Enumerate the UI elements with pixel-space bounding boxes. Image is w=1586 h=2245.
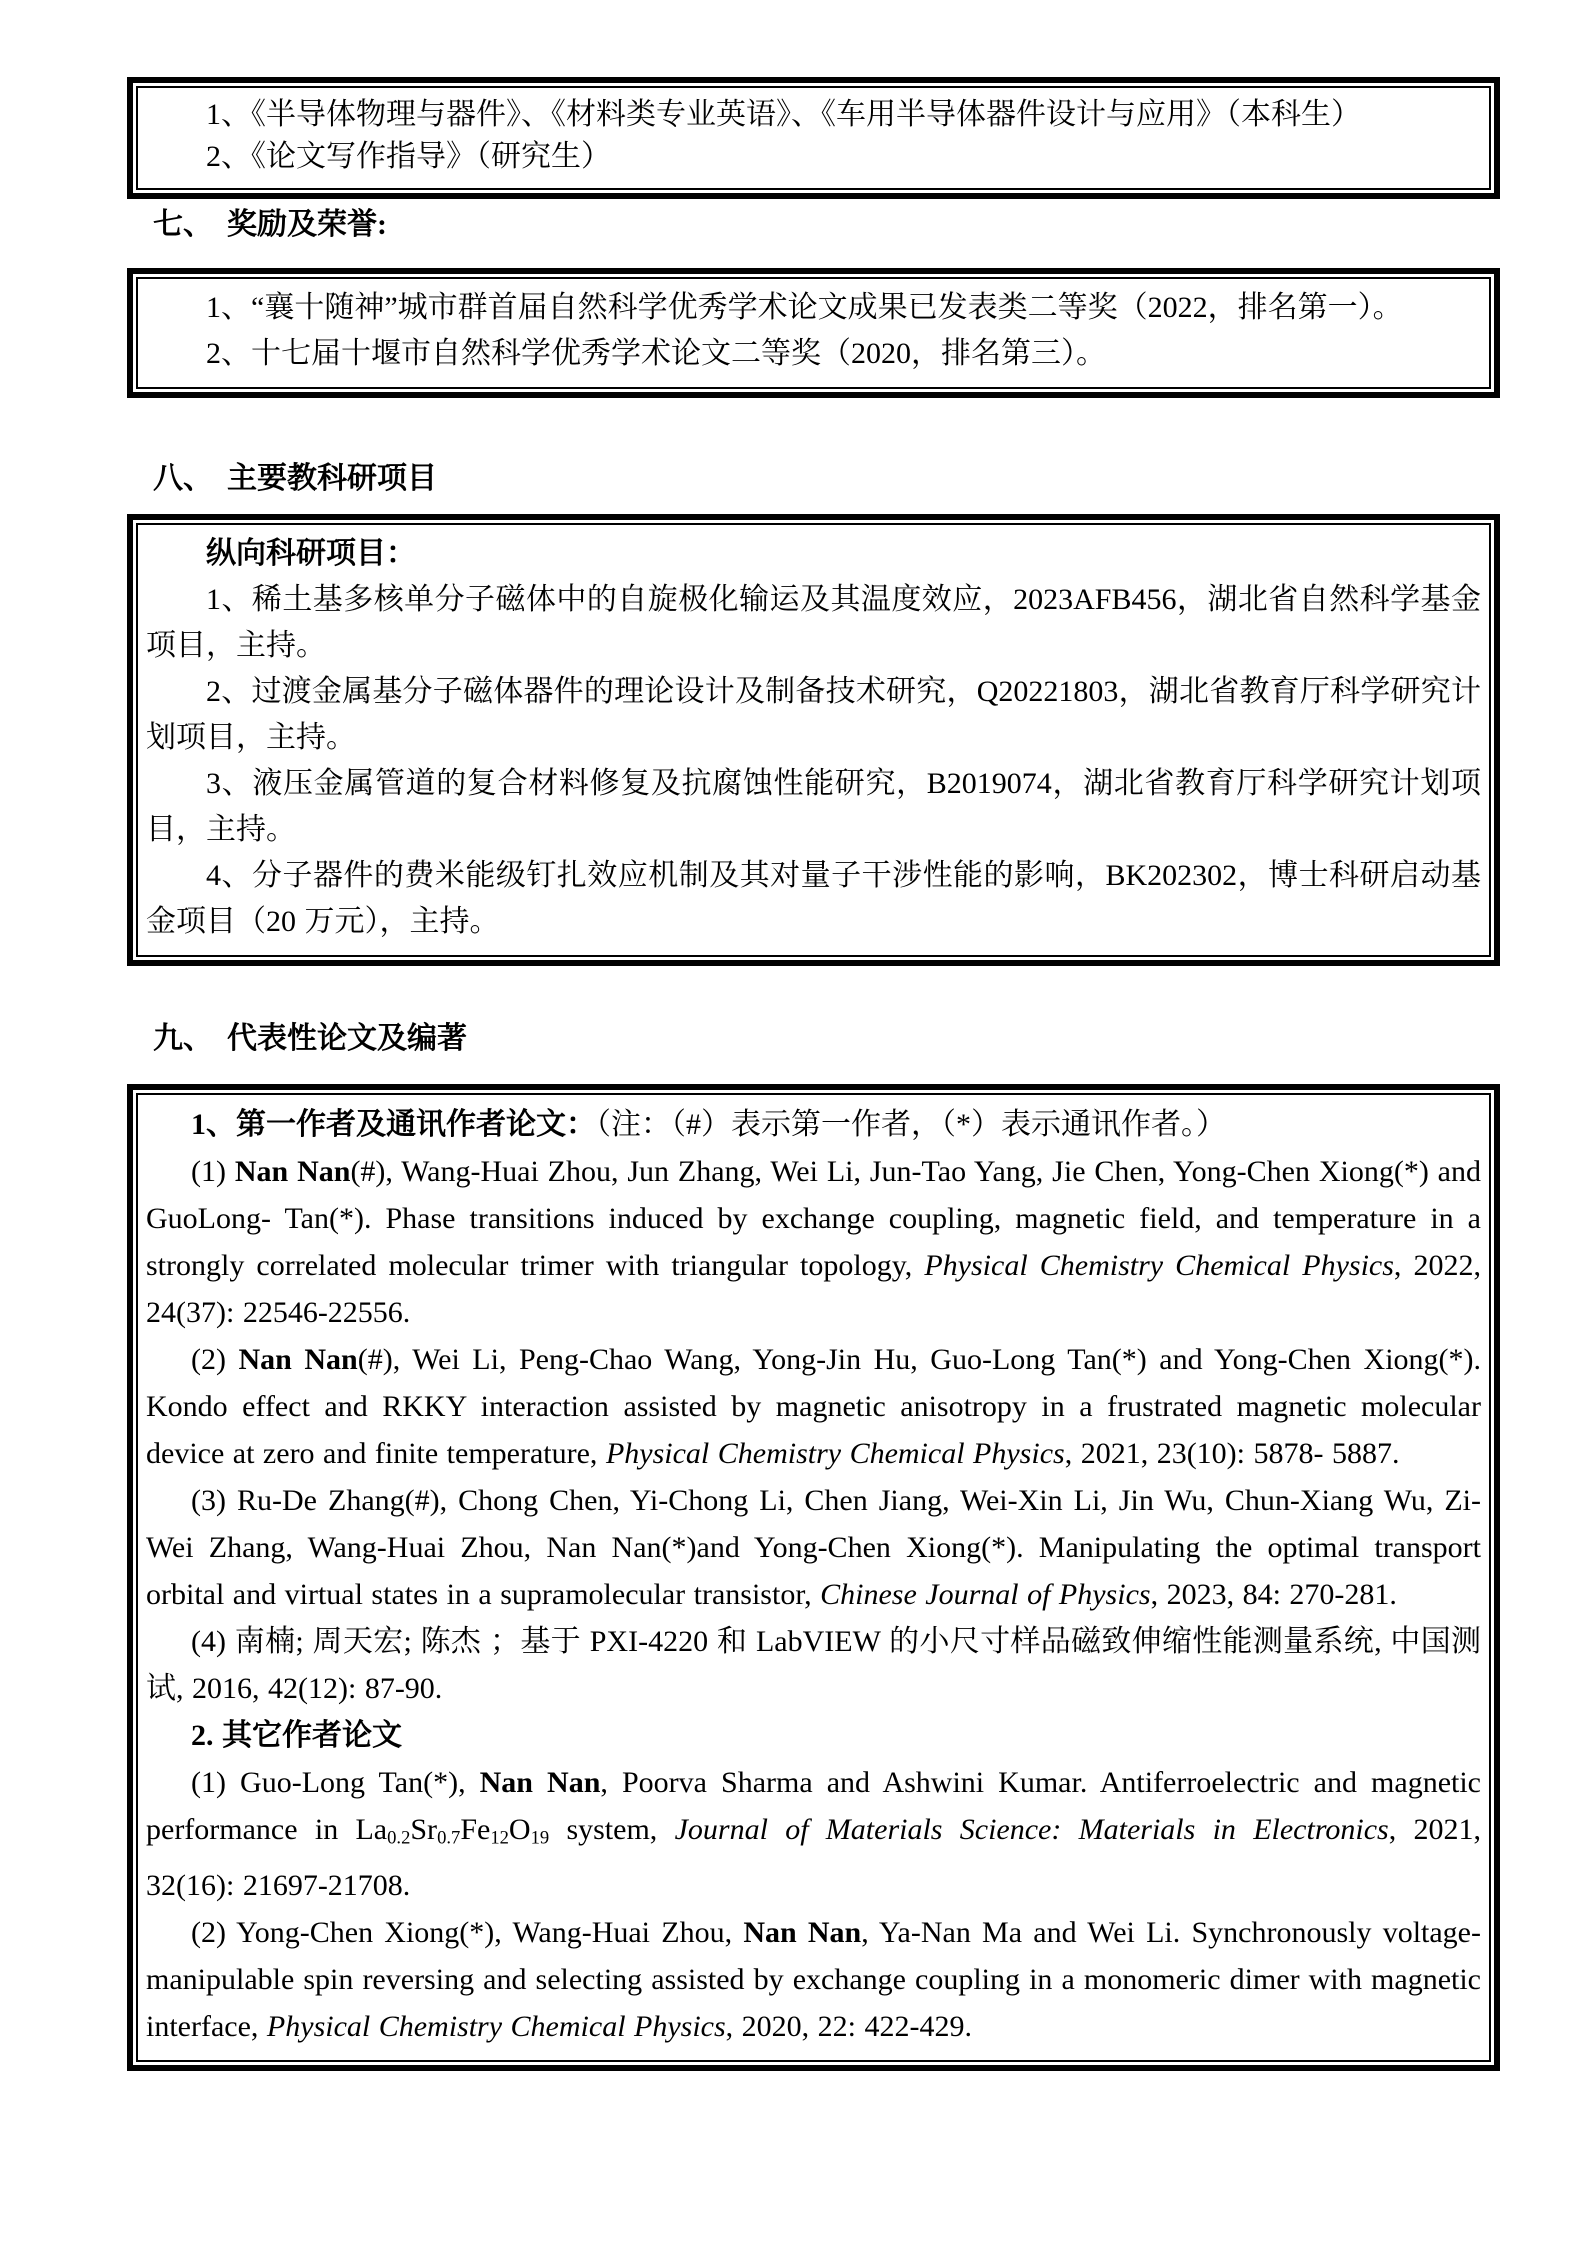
text-segment: 1、“襄十随神”城市群首届自然科学优秀学术论文成果已发表类二等奖（2022，排名第一）。	[206, 291, 1403, 324]
paragraph	[146, 669, 1481, 761]
paragraph	[146, 1759, 1481, 1909]
text-segment: Journal of Materials Science: Materials in Electronics	[674, 1813, 1389, 1846]
text-segment: 2、过渡金属基分子磁体器件的理论设计及制备技术研究，Q20221803，湖北省教育厅科学研究计划项目，主持。	[146, 675, 1481, 754]
courses-box-content	[146, 94, 1481, 178]
text-segment: 4、分子器件的费米能级钉扎效应机制及其对量子干涉性能的影响，BK202302，博士科研启动基金项目（20 万元），主持。	[146, 859, 1481, 938]
paragraph	[146, 761, 1481, 853]
section-title: 代表性论文及编著	[227, 1022, 467, 1055]
text-segment: 1、《半导体物理与器件》、《材料类专业英语》、《车用半导体器件设计与应用》（本科生）	[206, 98, 1361, 131]
paragraph	[146, 1148, 1481, 1336]
awards-box-inner	[136, 277, 1491, 389]
text-segment: （注：（#）表示第一作者，（*）表示通讯作者。）	[596, 1108, 1226, 1141]
text-segment: 1、第一作者及通讯作者论文：	[191, 1108, 596, 1141]
text-segment: 1、稀土基多核单分子磁体中的自旋极化输运及其温度效应，2023AFB456，湖北省自然科学基金项目，主持。	[146, 583, 1481, 662]
text-segment: Physical Chemistry Chemical Physics	[605, 1437, 1065, 1470]
section-title: 主要教科研项目	[227, 462, 437, 495]
projects-box-inner	[136, 523, 1491, 957]
awards-box-content	[146, 285, 1481, 377]
text-segment: (#), Wang-Huai Zhou, Jun Zhang, Wei Li, Jun-Tao Yang, Jie Chen, Yong-Chen Xiong(*) and GuoLong- Tan(*). Phase transitions induced by exchange coupling, magnetic field, and temperature in a strongly correlated molecular trimer with triangular topology,	[146, 1155, 1481, 1282]
paragraph	[146, 331, 1481, 377]
text-segment: Nan Nan	[238, 1343, 358, 1376]
paragraph	[146, 1336, 1481, 1477]
section-heading-awards	[153, 207, 387, 243]
text-segment: 2、十七届十堰市自然科学优秀学术论文二等奖（2020，排名第三）。	[206, 337, 1106, 370]
text-segment: Nan Nan	[234, 1155, 351, 1188]
text-segment: (1) Guo-Long Tan(*),	[191, 1766, 480, 1799]
text-segment: , Ya-Nan Ma and Wei Li. Synchronously voltage-manipulable spin reversing and selecting assisted by exchange coupling in a monomeric dimer with magnetic interface,	[146, 1915, 1481, 2043]
text-segment: Nan Nan	[479, 1766, 601, 1799]
paragraph	[146, 285, 1481, 331]
text-segment: 3、液压金属管道的复合材料修复及抗腐蚀性能研究，B2019074，湖北省教育厅科学研究计划项目，主持。	[146, 767, 1481, 846]
section-number: 八、	[153, 462, 213, 495]
section-number: 七、	[153, 208, 213, 241]
paragraph	[146, 1909, 1481, 2050]
text-segment: 纵向科研项目：	[206, 537, 416, 570]
papers-box-content	[146, 1101, 1481, 2050]
text-segment: Chinese Journal of Physics	[820, 1578, 1151, 1611]
paragraph	[146, 94, 1481, 136]
text-segment: Nan Nan	[743, 1915, 862, 1949]
section-heading-projects	[153, 461, 437, 497]
awards-box	[127, 268, 1500, 398]
text-segment: Sr	[410, 1813, 438, 1846]
paragraph	[146, 853, 1481, 945]
paragraph	[146, 1101, 1481, 1148]
paragraph	[146, 1712, 1481, 1759]
section-number: 九、	[153, 1022, 213, 1055]
text-segment: , Poorva Sharma and Ashwini Kumar. Antiferroelectric and magnetic performance in La	[146, 1766, 1482, 1846]
text-segment: , 2022, 24(37): 22546-22556.	[146, 1249, 1482, 1329]
papers-box	[127, 1084, 1500, 2071]
text-segment: 2、《论文写作指导》（研究生）	[206, 140, 611, 173]
text-segment: (3) Ru-De Zhang(#), Chong Chen, Yi-Chong Li, Chen Jiang, Wei-Xin Li, Jin Wu, Chun-Xiang Wu, Zi-Wei Zhang, Wang-Huai Zhou, Nan Nan(*)and Yong-Chen Xiong(*). Manipulating the optimal transport orbital and virtual states in a supramolecular transistor,	[146, 1484, 1481, 1611]
text-segment: 2. 其它作者论文	[191, 1719, 402, 1752]
text-segment: system,	[549, 1813, 675, 1846]
papers-box-inner	[136, 1093, 1491, 2062]
paragraph	[146, 1618, 1481, 1712]
paragraph	[146, 531, 1481, 577]
text-segment: , 2021, 23(10): 5878- 5887.	[1064, 1437, 1400, 1470]
text-segment: (2) Yong-Chen Xiong(*), Wang-Huai Zhou,	[191, 1915, 744, 1949]
paragraph	[146, 136, 1481, 178]
courses-box	[127, 77, 1500, 199]
text-segment: 0.2	[387, 1827, 411, 1849]
text-segment: , 2021, 32(16): 21697-21708.	[146, 1813, 1482, 1902]
text-segment: O	[508, 1813, 531, 1846]
text-segment: Physical Chemistry Chemical Physics	[266, 2009, 726, 2043]
text-segment: (4) 南楠; 周天宏; 陈杰 ；基于 PXI-4220 和 LabVIEW 的小尺寸样品磁致伸缩性能测量系统, 中国测试, 2016, 42(12): 87-90.	[146, 1625, 1481, 1705]
text-segment: (#), Wei Li, Peng-Chao Wang, Yong-Jin Hu, Guo-Long Tan(*) and Yong-Chen Xiong(*). Kondo effect and RKKY interaction assisted by magnetic anisotropy in a frustrated magnetic molecular device at zero and finite temperature,	[146, 1343, 1482, 1470]
text-segment: Physical Chemistry Chemical Physics	[924, 1249, 1394, 1282]
section-title: 奖励及荣誉:	[227, 208, 387, 241]
section-heading-papers	[153, 1021, 467, 1057]
projects-box	[127, 514, 1500, 966]
text-segment: 12	[490, 1827, 509, 1849]
text-segment: , 2023, 84: 270-281.	[1150, 1578, 1397, 1611]
paragraph	[146, 1477, 1481, 1618]
text-segment: , 2020, 22: 422-429.	[725, 2009, 972, 2043]
text-segment: (2)	[191, 1343, 239, 1376]
text-segment: 0.7	[437, 1827, 461, 1849]
text-segment: 19	[530, 1827, 550, 1849]
text-segment: Fe	[460, 1813, 491, 1846]
courses-box-inner	[136, 86, 1491, 190]
projects-box-content	[146, 531, 1481, 945]
paragraph	[146, 577, 1481, 669]
text-segment: (1)	[191, 1155, 235, 1188]
